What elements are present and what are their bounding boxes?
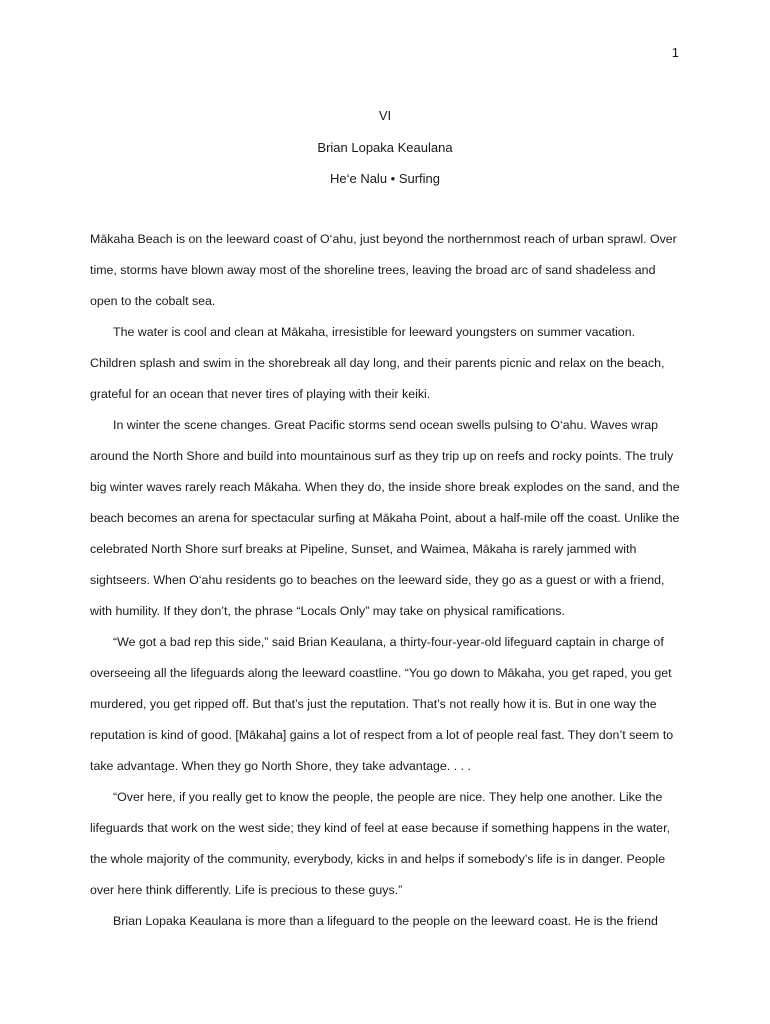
chapter-title: He‘e Nalu • Surfing (329, 171, 441, 186)
paragraph: Mākaha Beach is on the leeward coast of O‘ahu, just beyond the northernmost reach of urban sprawl. Over time, storms have blown away most of the shoreline trees, leaving the broad arc of sand shadeless and open to the cobalt sea. (90, 232, 677, 308)
chapter-author: Brian Lopaka Keaulana (317, 140, 453, 155)
body-text (90, 224, 682, 937)
paragraph: “We got a bad rep this side,” said Brian Keaulana, a thirty-four-year-old lifeguard captain in charge of overseeing all the lifeguards along the leeward coastline. “You go down to Mākaha, you get raped, you get murdered, you get ripped off. But that’s just the reputation. That’s not really how it is. But in one way the reputation is kind of good. [Mākaha] gains a lot of respect from a lot of people real fast. They don’t seem to take advantage. When they go North Shore, they take advantage. . . . (90, 635, 674, 773)
chapter-number: VI (378, 108, 392, 123)
page-number: 1 (671, 45, 679, 60)
paragraph: “Over here, if you really get to know the people, the people are nice. They help one another. Like the lifeguards that work on the west side; they kind of feel at ease because if something happens in the water, the whole majority of the community, everybody, kicks in and helps if somebody’s life is in danger. People over here think differently. Life is precious to these guys.” (90, 790, 670, 897)
paragraph: In winter the scene changes. Great Pacific storms send ocean swells pulsing to O‘ahu. Waves wrap around the North Shore and build into mountainous surf as they trip up on reefs and rocky points. The truly big winter waves rarely reach Mākaha. When they do, the inside shore break explodes on the sand, and the beach becomes an arena for spectacular surfing at Mākaha Point, about a half-mile off the coast. Unlike the celebrated North Shore surf breaks at Pipeline, Sunset, and Waimea, Mākaha is rarely jammed with sightseers. When O‘ahu residents go to beaches on the leeward side, they go as a guest or with a friend, with humility. If they don’t, the phrase “Locals Only” may take on physical ramifications. (90, 418, 680, 618)
paragraph: The water is cool and clean at Mākaha, irresistible for leeward youngsters on summer vacation. Children splash and swim in the shorebreak all day long, and their parents picnic and relax on the beach, grateful for an ocean that never tires of playing with their keiki. (90, 325, 665, 401)
paragraph: Brian Lopaka Keaulana is more than a lifeguard to the people on the leeward coast. He is the friend (113, 914, 658, 928)
